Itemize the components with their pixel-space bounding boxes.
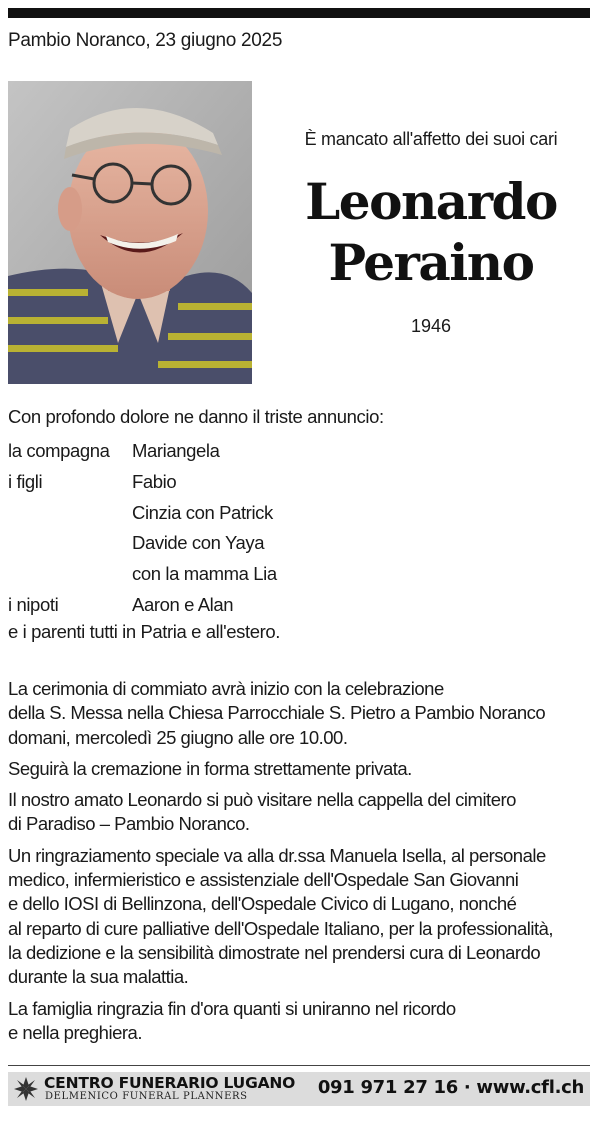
- text-line: durante la sua malattia.: [8, 966, 189, 988]
- place-date: Pambio Noranco, 23 giugno 2025: [8, 30, 283, 51]
- portrait-photo: [8, 81, 252, 384]
- paragraph-thanks: [8, 844, 592, 990]
- text-line: medico, infermieristico e assistenziale dell'Ospedale San Giovanni: [8, 869, 519, 891]
- birth-year: 1946: [410, 316, 452, 336]
- text-line: e dello IOSI di Bellinzona, dell'Ospedale Civico di Lugano, nonché: [8, 893, 517, 915]
- paragraph-ceremony: [8, 677, 592, 750]
- text-line: di Paradiso – Pambio Noranco.: [8, 813, 250, 835]
- text-line: Il nostro amato Leonardo si può visitare nella cappella del cimitero: [8, 789, 516, 811]
- family-names: con la mamma Lia: [132, 563, 277, 585]
- deceased-first-name: Leonardo: [305, 172, 557, 231]
- paragraph-family-thanks: [8, 997, 592, 1046]
- relatives-line: e i parenti tutti in Patria e all'estero.: [8, 621, 280, 642]
- family-row: [8, 498, 588, 529]
- family-row: [8, 528, 588, 559]
- family-relation: i nipoti: [8, 593, 59, 615]
- family-names: Cinzia con Patrick: [132, 501, 273, 523]
- text-line: al reparto di cure palliative dell'Ospedale Italiano, per la professionalità,: [8, 917, 554, 939]
- text-line: Un ringraziamento speciale va alla dr.ssa Manuela Isella, al personale: [8, 844, 546, 866]
- family-row: [8, 559, 588, 590]
- text-line: La cerimonia di commiato avrà inizio con la celebrazione: [8, 678, 444, 699]
- family-names: Davide con Yaya: [132, 532, 265, 554]
- intro-text: È mancato all'affetto dei suoi cari: [304, 129, 558, 149]
- text-line: Seguirà la cremazione in forma strettamente privata.: [8, 757, 412, 779]
- deceased-last-name: Peraino: [328, 233, 534, 292]
- family-names: Mariangela: [132, 440, 220, 461]
- family-row: [8, 590, 588, 621]
- top-rule: [8, 8, 590, 18]
- funeral-home-footer: [8, 1072, 590, 1106]
- text-line: e nella preghiera.: [8, 1021, 142, 1043]
- family-row: [8, 436, 588, 467]
- family-relation: la compagna: [8, 440, 110, 461]
- funeral-home-contact: 091 971 27 16 · www.cfl.ch: [317, 1077, 584, 1098]
- bottom-rule: [8, 1065, 590, 1066]
- text-line: la dedizione e la sensibilità dimostrate nel prendersi cura di Leonardo: [8, 941, 541, 963]
- family-names: Fabio: [132, 470, 177, 492]
- paragraph-cremation: [8, 757, 592, 781]
- announcement: Con profondo dolore ne danno il triste annuncio:: [8, 406, 384, 427]
- family-row: [8, 467, 588, 498]
- funeral-home-logo-icon: [12, 1075, 40, 1103]
- family-relation: i figli: [8, 470, 43, 492]
- paragraph-visitation: [8, 788, 592, 837]
- family-names: Aaron e Alan: [132, 593, 234, 615]
- funeral-home-subtitle: DELMENICO FUNERAL PLANNERS: [45, 1091, 248, 1102]
- text-line: La famiglia ringrazia fin d'ora quanti si uniranno nel ricordo: [8, 997, 456, 1019]
- text-line: della S. Messa nella Chiesa Parrocchiale S. Pietro a Pambio Noranco: [8, 702, 546, 724]
- obituary-body: [8, 677, 592, 1052]
- text-line: domani, mercoledì 25 giugno alle ore 10.00.: [8, 726, 348, 748]
- funeral-home-name: CENTRO FUNERARIO LUGANO: [44, 1074, 296, 1092]
- family-list: [8, 436, 588, 621]
